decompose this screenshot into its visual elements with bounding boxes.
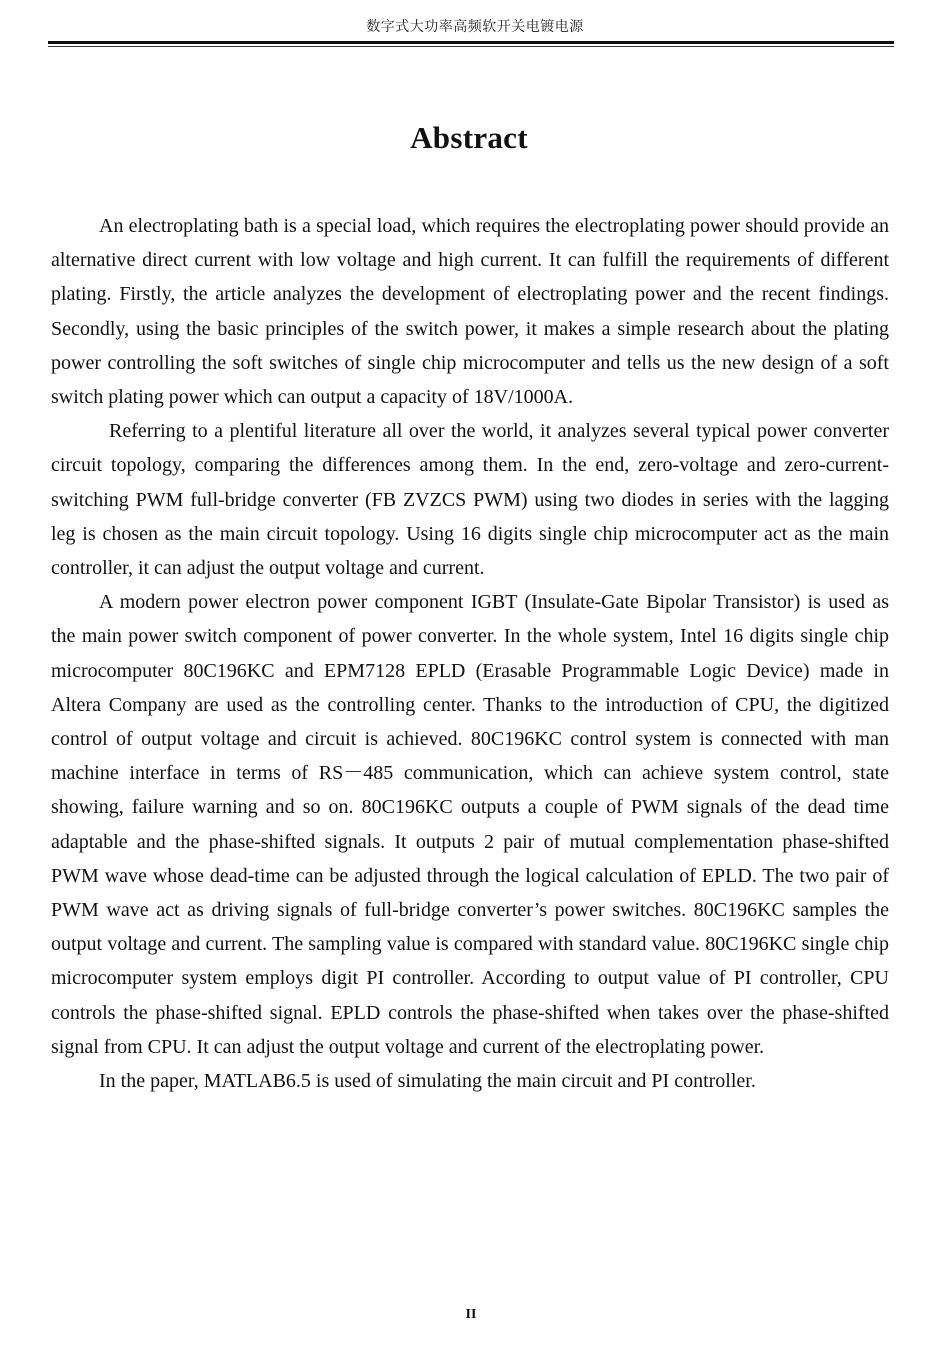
header-rule-thin <box>48 46 894 47</box>
abstract-body <box>51 209 889 1098</box>
paragraph-4: In the paper, MATLAB6.5 is used of simulating the main circuit and PI controller. <box>99 1070 756 1093</box>
paragraph-3: A modern power electron power component IGBT (Insulate-Gate Bipolar Transistor) is used as the main power switch component of power converter. In the whole system, Intel 16 digits single chip microcomputer 80C196KC and EPM7128 EPLD (Erasable Programmable Logic Device) made in Altera Company are used as the controlling center. Thanks to the introduction of CPU, the digitized control of output voltage and circuit is achieved. 80C196KC control system is connected with man machine interface in terms of RS－485 communication, which can achieve system control, state showing, failure warning and so on. 80C196KC outputs a couple of PWM signals of the dead time adaptable and the phase-shifted signals. It outputs 2 pair of mutual complementation phase-shifted PWM wave whose dead-time can be adjusted through the logical calculation of EPLD. The two pair of PWM wave act as driving signals of full-bridge converter’s power switches. 80C196KC samples the output voltage and current. The sampling value is compared with standard value. 80C196KC single chip microcomputer system employs digit PI controller. According to output value of PI controller, CPU controls the phase-shifted signal. EPLD controls the phase-shifted when takes over the phase-shifted signal from CPU. It can adjust the output voltage and current of the electroplating power. <box>51 591 889 1058</box>
page-title: Abstract <box>410 120 528 155</box>
running-header: 数字式大功率高频软开关电镀电源 <box>366 19 584 35</box>
page-number: II <box>465 1307 477 1322</box>
paragraph-1: An electroplating bath is a special load, which requires the electroplating power should provide an alternative direct current with low voltage and high current. It can fulfill the requirements of different plating. Firstly, the article analyzes the development of electroplating power and the recent findings. Secondly, using the basic principles of the switch power, it makes a simple research about the plating power controlling the soft switches of single chip microcomputer and tells us the new design of a soft switch plating power which can output a capacity of 18V/1000A. <box>51 215 889 409</box>
paragraph-2: Referring to a plentiful literature all over the world, it analyzes several typical power converter circuit topology, comparing the differences among them. In the end, zero-voltage and zero-current-switching PWM full-bridge converter (FB ZVZCS PWM) using two diodes in series with the lagging leg is chosen as the main circuit topology. Using 16 digits single chip microcomputer act as the main controller, it can adjust the output voltage and current. <box>51 420 889 580</box>
header-rule <box>48 41 894 44</box>
